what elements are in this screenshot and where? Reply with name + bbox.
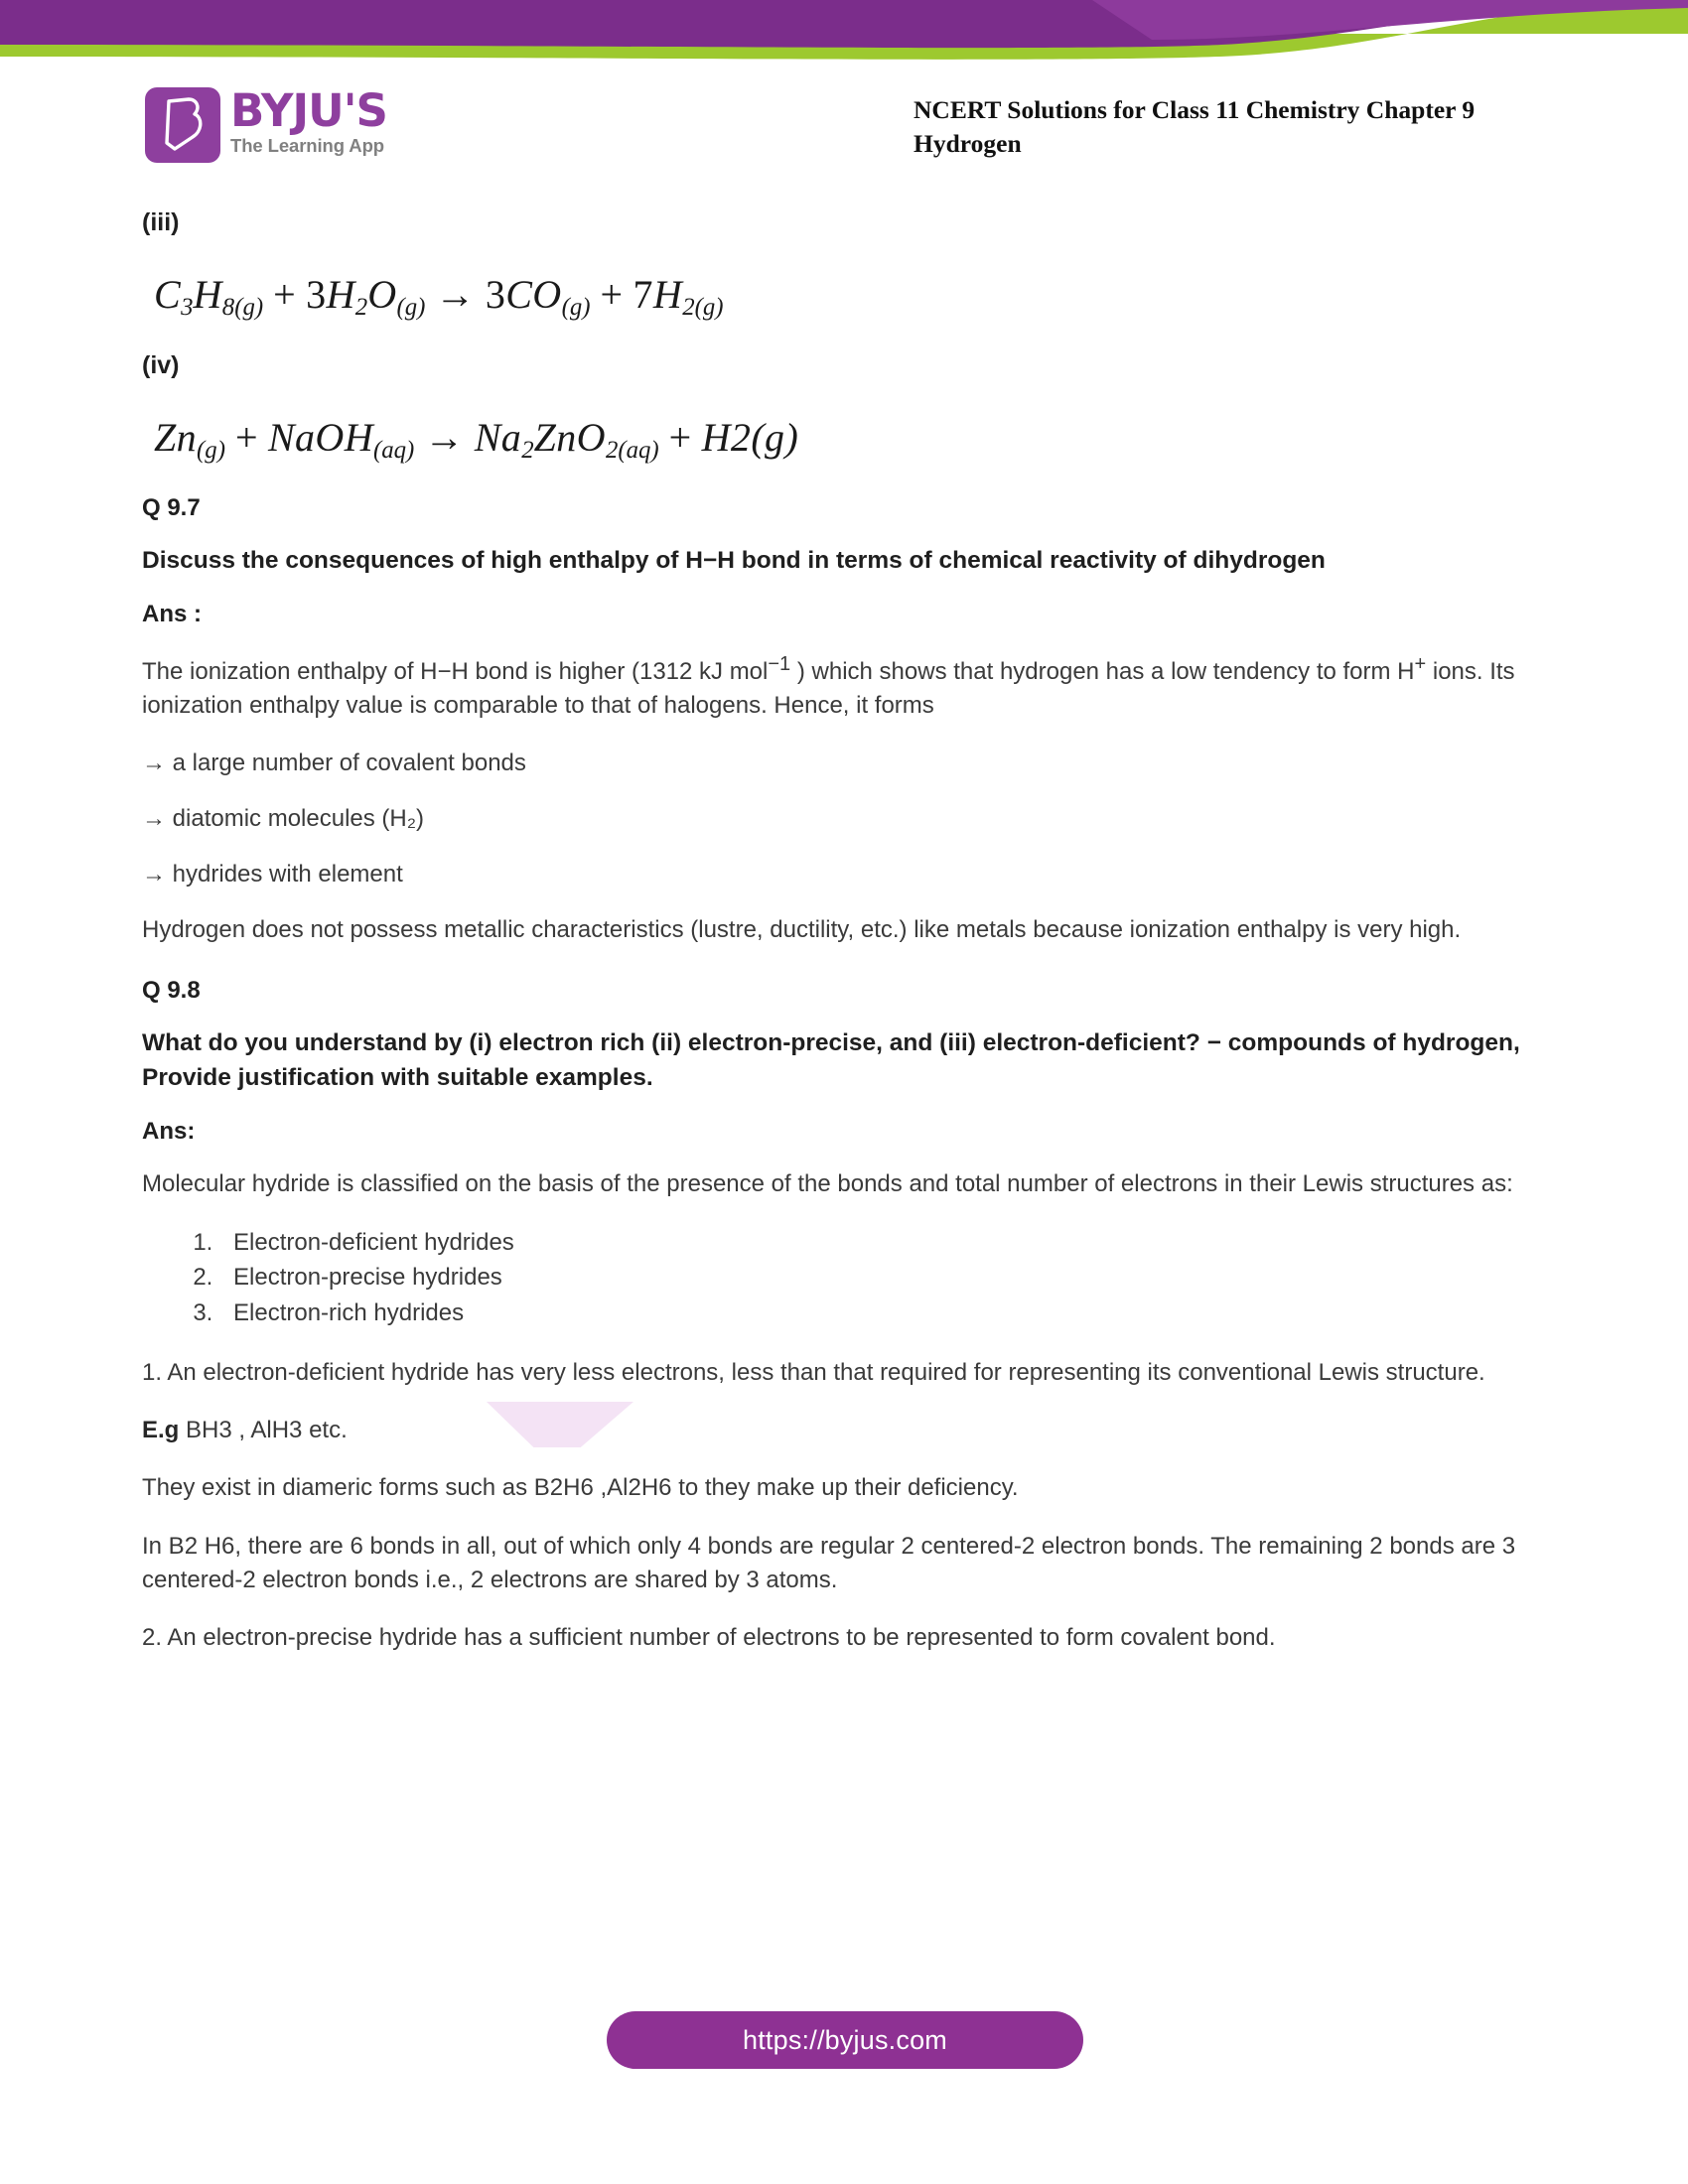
- question-number-97: Q 9.7: [142, 493, 201, 521]
- logo-wordmark: BYJU'S: [230, 84, 387, 137]
- eq3-reactant2-coeff: 3: [306, 272, 327, 317]
- eq3-reactant2-element1: H: [326, 272, 355, 317]
- eq3-product2-element: H: [652, 272, 683, 317]
- q97-p1-segment-b: ) which shows that hydrogen has a low tendency to form H: [790, 657, 1415, 685]
- page-title-line1: NCERT Solutions for Class 11 Chemistry Chapter 9: [914, 95, 1476, 124]
- document-body: [142, 208, 1552, 1679]
- eq4-reactant2-sub: (aq): [373, 436, 415, 464]
- eq3-reactant1-sub2: 8(g): [221, 293, 264, 321]
- page-title-line2: Hydrogen: [914, 128, 1022, 158]
- answer-97-paragraph-2: Hydrogen does not possess metallic characteristics (lustre, ductility, etc.) like metals because ionization enthalpy is very high.: [142, 916, 1462, 944]
- eq4-product1-sub2: 2(aq): [605, 436, 659, 464]
- eq3-reactant2-sub1: 2: [354, 293, 368, 321]
- eq3-product2-sub: 2(g): [682, 293, 724, 321]
- answer-98-paragraph-3: They exist in diameric forms such as B2H6 ,Al2H6 to they make up their deficiency.: [142, 1474, 1019, 1502]
- question-text-98: What do you understand by (i) electron rich (ii) electron-precise, and (iii) electron-deficient? − compounds of hydrogen, Provide justification with suitable examples.: [142, 1029, 1520, 1091]
- answer-98-paragraph-1: Molecular hydride is classified on the basis of the presence of the bonds and total number of electrons in their Lewis structures as:: [142, 1169, 1513, 1197]
- eq4-plus-1: +: [234, 414, 258, 460]
- subpart-label-iii: (iii): [142, 208, 180, 236]
- page-header: [0, 84, 1688, 187]
- arrow-item-1: → a large number of covalent bonds: [142, 749, 526, 776]
- byjus-url-label: https://byjus.com: [743, 2024, 947, 2055]
- q97-p1-superscript-1: −1: [768, 652, 791, 675]
- eq4-product1-element1: Na: [474, 414, 522, 460]
- hydride-classification-list: [142, 1225, 1552, 1331]
- list-item: 2. Electron-precise hydrides: [219, 1260, 1552, 1296]
- eq3-product1-element: CO: [505, 272, 562, 317]
- byjus-logo: [145, 84, 387, 163]
- answer-98-paragraph-2: 1. An electron-deficient hydride has very less electrons, less than that required for representing its conventional Lewis structure.: [142, 1359, 1485, 1387]
- answer-98-paragraph-5: 2. An electron-precise hydride has a sufficient number of electrons to be represented to form covalent bond.: [142, 1623, 1276, 1651]
- byjus-logo-mark-icon: [145, 87, 220, 163]
- eq3-product1-coeff: 3: [485, 272, 506, 317]
- list-item: 3. Electron-rich hydrides: [219, 1296, 1552, 1331]
- eq4-product1-sub1: 2: [521, 436, 534, 464]
- q97-p1-segment-c: ions. Its ionization enthalpy value is comparable to that of halogens. Hence, it forms: [142, 657, 1515, 719]
- eq4-reactant2-element: NaOH: [267, 414, 373, 460]
- eq3-reactant1-element2: H: [193, 272, 222, 317]
- eq4-reactant1-element: Zn: [154, 414, 198, 460]
- answer-98-paragraph-4: In B2 H6, there are 6 bonds in all, out of which only 4 bonds are regular 2 centered-2 electron bonds. The remaining 2 bonds are 3 centered-2 electron bonds i.e., 2 electrons are shared by 3 atoms.: [142, 1532, 1516, 1593]
- equation-iv: [154, 414, 1552, 465]
- answer-label-97: Ans :: [142, 600, 202, 627]
- question-text-97: Discuss the consequences of high enthalpy of H−H bond in terms of chemical reactivity of dihydrogen: [142, 546, 1326, 574]
- answer-97-paragraph-1: [142, 650, 1552, 723]
- list-item: 1. Electron-deficient hydrides: [219, 1225, 1552, 1261]
- eq3-product1-sub: (g): [561, 293, 591, 321]
- subpart-label-iv: (iv): [142, 350, 180, 379]
- eq4-plus-2: +: [668, 414, 692, 460]
- equation-iii: [154, 271, 1552, 322]
- eq3-plus-2: +: [600, 272, 624, 317]
- example-text: BH3 , AlH3 etc.: [179, 1417, 348, 1444]
- question-number-98: Q 9.8: [142, 977, 201, 1005]
- page-title: [914, 93, 1609, 161]
- eq3-reactant2-sub2: (g): [396, 293, 426, 321]
- arrow-item-2: → diatomic molecules (H₂): [142, 804, 425, 832]
- eq4-arrow-icon: →: [424, 414, 465, 460]
- answer-label-98: Ans:: [142, 1117, 196, 1145]
- eq3-reactant1-element: C: [154, 272, 182, 317]
- q97-p1-superscript-2: +: [1414, 652, 1427, 675]
- byjus-url-button[interactable]: [607, 2011, 1083, 2069]
- q97-p1-segment-a: The ionization enthalpy of H−H bond is higher (1312 kJ mol: [142, 657, 769, 685]
- answer-98-example-line: [142, 1414, 1552, 1447]
- example-label: E.g: [142, 1417, 180, 1444]
- arrow-item-3: → hydrides with element: [142, 860, 403, 887]
- eq3-arrow-icon: →: [435, 272, 476, 317]
- top-banner: [0, 0, 1688, 69]
- eq4-reactant1-sub: (g): [197, 436, 225, 464]
- eq4-product2: H2(g): [701, 414, 799, 460]
- eq3-reactant2-element2: O: [367, 272, 397, 317]
- eq3-product2-coeff: 7: [633, 272, 653, 317]
- eq4-product1-element2: ZnO: [533, 414, 606, 460]
- eq3-plus-1: +: [273, 272, 297, 317]
- logo-tagline: The Learning App: [230, 135, 384, 157]
- eq3-reactant1-sub1: 3: [181, 293, 194, 321]
